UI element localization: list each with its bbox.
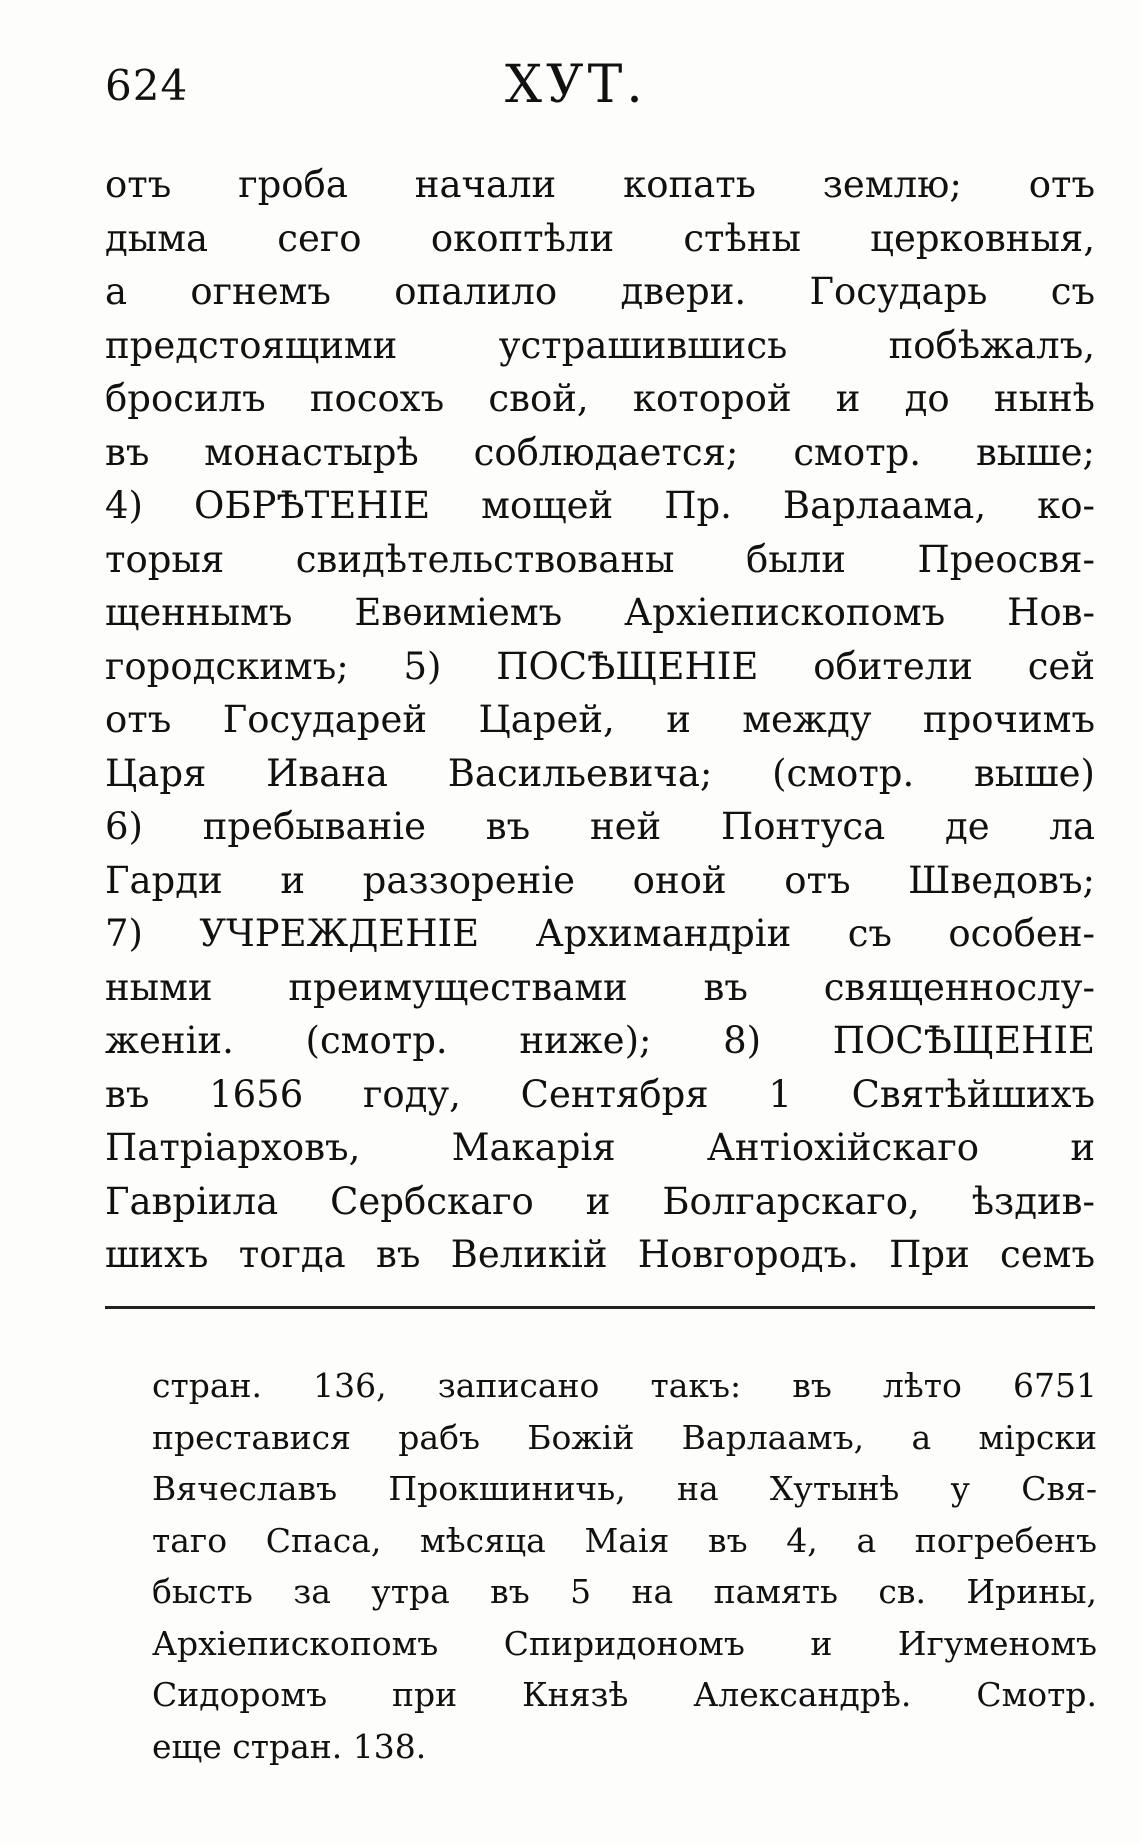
text-line: 4) ОБРѢТЕНІЕ мощей Пр. Варлаама, ко-	[105, 484, 1095, 527]
text-line: въ 1656 году, Сентября 1 Святѣйшихъ	[105, 1072, 1095, 1116]
running-head: ХУТ.	[505, 55, 647, 115]
footnote-line: стран. 136, записано такъ: въ лѣто 6751	[152, 1366, 1097, 1405]
text-line: отъ гроба начали копать землю; отъ	[105, 163, 1095, 206]
text-line: ными преимуществами въ священнослу-	[105, 965, 1095, 1009]
text-line: Гавріила Сербскаго и Болгарскаго, ѣздив-	[105, 1179, 1095, 1223]
text-line: дыма сего окоптѣли стѣны церковныя,	[105, 216, 1095, 260]
page-number: 624	[105, 61, 189, 110]
text-line: женіи. (смотр. ниже); 8) ПОСѢЩЕНІЕ	[105, 1019, 1095, 1062]
text-line: щеннымъ Евѳиміемъ Архіепископомъ Нов-	[105, 591, 1095, 634]
text-line: отъ Государей Царей, и между прочимъ	[105, 698, 1095, 741]
footnote-line: еще стран. 138.	[152, 1726, 427, 1766]
main-text	[105, 158, 1095, 1282]
footnote-line: бысть за утра въ 5 на память св. Ирины,	[152, 1572, 1097, 1611]
text-line: Царя Ивана Васильевича; (смотр. выше)	[105, 751, 1095, 795]
text-line: городскимъ; 5) ПОСѢЩЕНІЕ обители сей	[105, 644, 1095, 688]
text-line: торыя свидѣтельствованы были Преосвя-	[105, 537, 1095, 581]
footnote-line: Архіепископомъ Спиридономъ и Игуменомъ	[152, 1623, 1097, 1663]
footnote-line: Сидоромъ при Князѣ Александрѣ. Смотр.	[152, 1675, 1097, 1714]
footnote-separator-rule	[105, 1306, 1095, 1309]
footnote	[152, 1360, 1097, 1772]
text-line: бросилъ посохъ свой, которой и до нынѣ	[105, 377, 1095, 420]
page-header	[105, 55, 1095, 125]
text-line: а огнемъ опалило двери. Государь съ	[105, 270, 1095, 313]
text-line: Гарди и раззореніе оной отъ Шведовъ;	[105, 858, 1095, 902]
footnote-line: преставися рабъ Божій Варлаамъ, а мірски	[152, 1417, 1097, 1457]
text-line: шихъ тогда въ Великій Новгородъ. При семъ	[105, 1233, 1095, 1276]
text-line: въ монастырѣ соблюдается; смотр. выше;	[105, 430, 1095, 474]
footnote-line: таго Спаса, мѣсяца Маія въ 4, а погребенъ	[152, 1520, 1097, 1560]
text-line: предстоящими устрашившись побѣжалъ,	[105, 323, 1095, 367]
footnote-line: Вячеславъ Прокшиничь, на Хутынѣ у Свя-	[152, 1469, 1097, 1508]
text-line: 6) пребываніе въ ней Понтуса де ла	[105, 805, 1095, 848]
text-line: Патріарховъ, Макарія Антіохійскаго и	[105, 1126, 1095, 1169]
text-line: 7) УЧРЕЖДЕНІЕ Архимандріи съ особен-	[105, 912, 1095, 955]
